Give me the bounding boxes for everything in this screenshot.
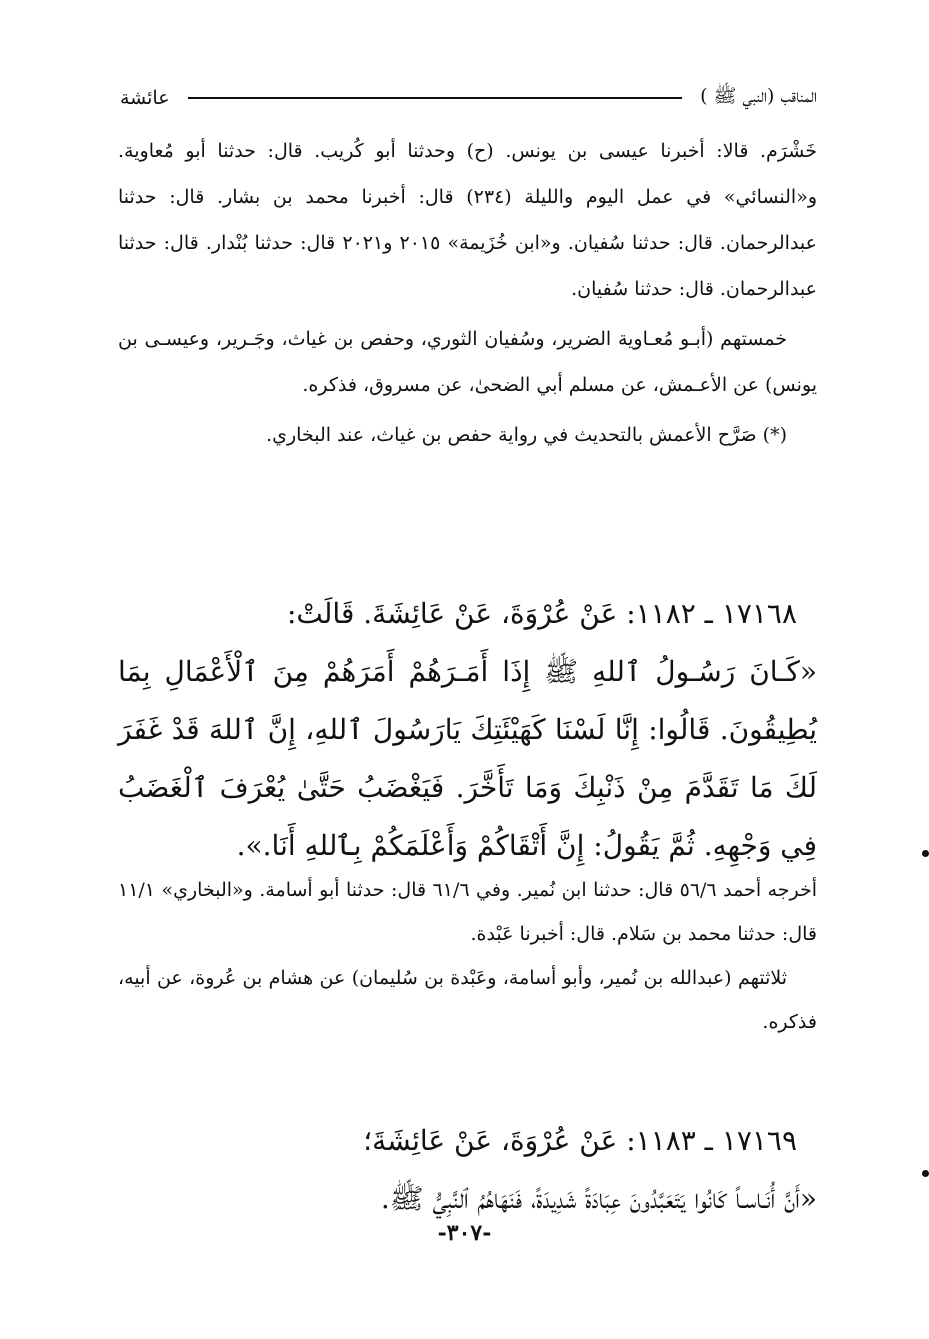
note-paragraph: خَشْرَم. قالا: أخبرنا عيسى بن يونس. (ح) وحدثنا أبو كُريب. قال: حدثنا أبو مُعاوية. و«النسائي» في عمل اليوم والليلة (٢٣٤) قال: أخبرنا محمد بن بشار. قال: حدثنا عبدالرحمان. قال: حدثنا سُفيان. و«ابن خُزَيمة» ٢٠١٥ و٢٠٢١ قال: حدثنا بُنْدار. قال: حدثنا عبدالرحمان. قال: حدثنا سُفيان. [118, 140, 818, 300]
hadith-heading [118, 1112, 817, 1170]
takhrij-paragraph: أخرجه أحمد ٥٦/٦ قال: حدثنا ابن نُمير. وفي ٦١/٦ قال: حدثنا أبو أسامة. و«البخاري» ١١/١ قال: حدثنا محمد بن سَلام. قال: أخبرنا عَبْدة. [118, 879, 818, 945]
hadith-block-1 [118, 585, 817, 875]
header-rule [188, 97, 683, 99]
notes-block-1 [118, 128, 817, 458]
hadith-isnad: عَنْ عُرْوَةَ، عَنْ عَائِشَةَ؛ [363, 1124, 618, 1157]
hadith-isnad: عَنْ عُرْوَةَ، عَنْ عَائِشَةَ. قَالَتْ: [286, 597, 618, 630]
hadith-number: ١٧١٦٩ ـ ١١٨٣: [626, 1124, 797, 1157]
note-paragraph: خمستهم (أبـو مُعـاوية الضرير، وسُفيان الثوري، وحفص بن غياث، وجَـرير، وعيسـى بن يونس) عن الأعـمش، عن مسلم أبي الضحىٰ، عن مسروق، فذكره. [118, 328, 817, 396]
hadith-block-2 [118, 1112, 817, 1228]
hadith-heading [118, 585, 817, 643]
running-title: المناقب (النبي ﷺ ) [700, 85, 817, 107]
hadith-matn: «أَنَّ أُنَـاسـاً كَانُوا يَتَعَبَّدُونَ عِبَادَةً شَدِيدَةً، فَنَهَاهُمُ ٱلنَّبِيُّ ﷺ. [380, 1182, 817, 1215]
margin-dot [922, 1170, 929, 1177]
hadith-number: ١٧١٦٨ ـ ١١٨٢: [626, 597, 797, 630]
section-title: عائشة [120, 87, 170, 109]
margin-dot [922, 850, 929, 857]
notes-block-2 [118, 868, 817, 1044]
takhrij-paragraph: ثلاثتهم (عبدالله بن نُمير، وأبو أسامة، وعَبْدة بن سُليمان) عن هشام بن عُروة، عن أبيه، فذكره. [118, 967, 817, 1033]
running-header [120, 78, 817, 118]
page-number: -٣٠٧- [437, 1220, 492, 1246]
hadith-matn: «كَـانَ رَسُـولُ ٱللهِ ﷺ إِذَا أَمَـرَهُمْ أَمَرَهُمْ مِنَ ٱلْأَعْمَالِ بِمَا يُطِيقُونَ. قَالُوا: إِنَّا لَسْنَا كَهَيْئَتِكَ يَارَسُولَ ٱللهِ، إِنَّ ٱللهَ قَدْ غَفَرَ لَكَ مَا تَقَدَّمَ مِنْ ذَنْبِكَ وَمَا تَأَخَّرَ. فَيَغْضَبُ حَتَّىٰ يُعْرَفَ ٱلْغَضَبُ فِي وَجْهِهِ. ثُمَّ يَقُولُ: إِنَّ أَتْقَاكُمْ وَأَعْلَمَكُمْ بِٱللهِ أَنَا.». [118, 655, 817, 862]
footnote-paragraph: (*) صَرَّح الأعمش بالتحديث في رواية حفص بن غياث، عند البخاري. [266, 424, 787, 446]
